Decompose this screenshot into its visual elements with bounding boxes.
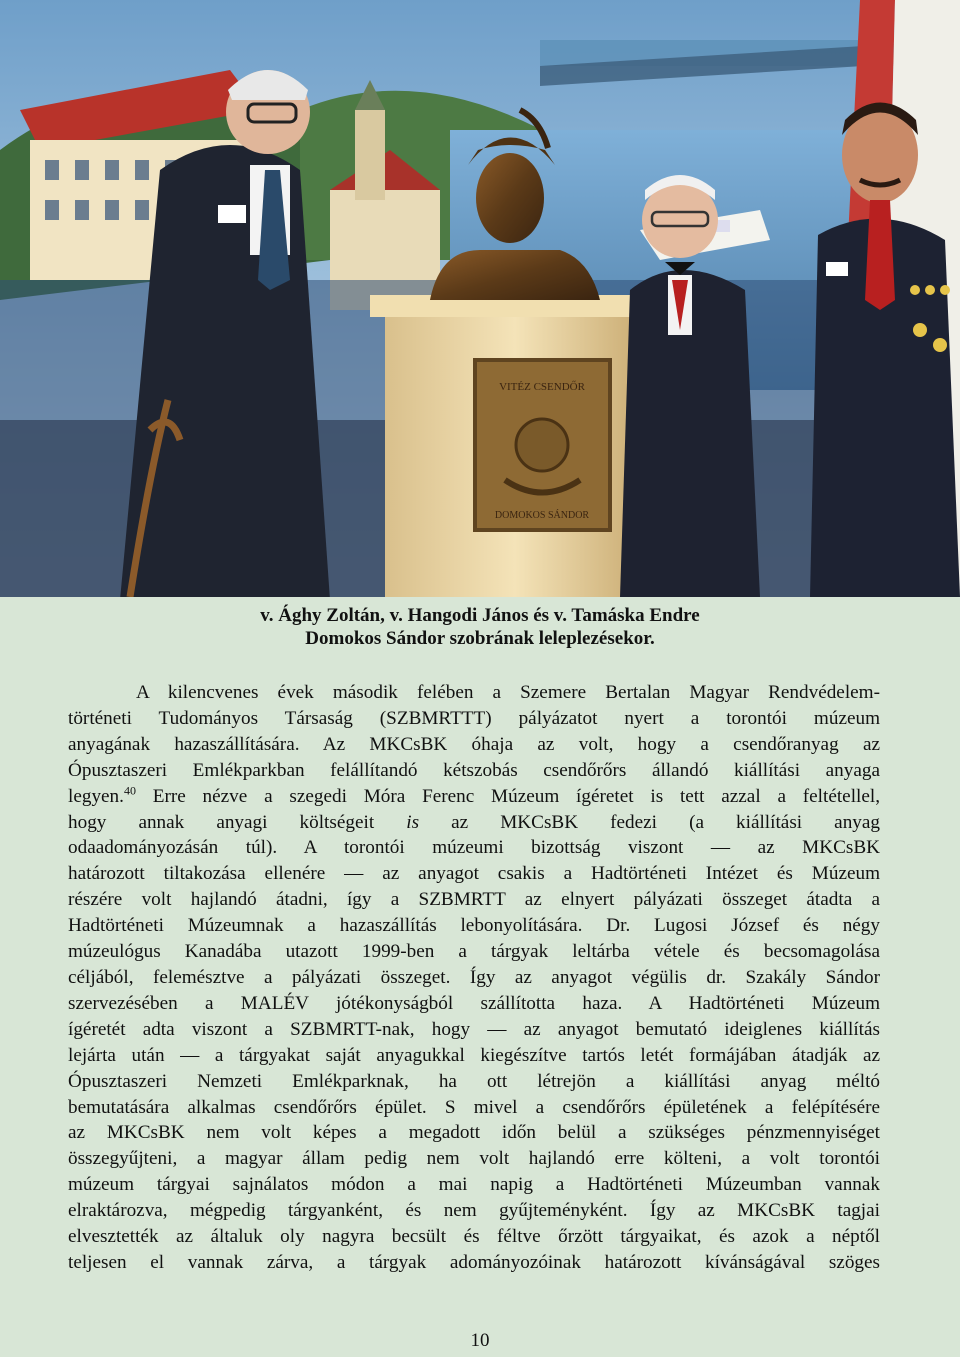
photo-caption: [0, 604, 960, 650]
text-line: anyagának hazaszállítására. Az MKCsBK óhaja az volt, hogy a csendőranyag az: [68, 733, 880, 755]
text-line: összegyűjteni, a magyar állam pedig nem volt hajlandó erre költeni, a volt torontói: [68, 1148, 880, 1170]
text-fragment: az MKCsBK fedezi (a kiállítási anyag: [451, 811, 881, 833]
photo-scene: [0, 0, 960, 597]
text-line: elraktározva, mégpedig tárgyanként, és nem gyűjteményként. Így az MKCsBK tagjai: [68, 1200, 880, 1222]
text-line: teljesen el vannak zárva, a tárgyak adományozóinak határozott kívánságával szöges: [68, 1251, 880, 1273]
text-line: történeti Tudományos Társaság (SZBMRTTT) pályázatot nyert a torontói múzeum: [68, 707, 880, 729]
text-line: elvesztették az általuk oly nagyra becsült és féltve őrzött tárgyaikat, és azok a néptől: [68, 1226, 880, 1248]
text-line: múzeum tárgyai sajnálatos módon a mai napig a Hadtörténeti Múzeumban vannak: [68, 1174, 880, 1196]
caption-line-1: v. Ághy Zoltán, v. Hangodi János és v. Tamáska Endre: [260, 605, 700, 626]
text-line: múzeulógus Kanadába utazott 1999-ben a tárgyak leltárba vétele és becsomagolása: [68, 941, 880, 963]
text-line: [68, 784, 880, 810]
plaque-inscription-top: VITÉZ CSENDŐR: [499, 381, 585, 393]
text-line: az MKCsBK nem volt képes a megadott időn belül a szükséges pénzmennyiséget: [68, 1122, 880, 1144]
text-line: [68, 810, 880, 836]
text-line: bemutatására alkalmas csendőrőrs épület. S mivel a csendőrőrs épületének a felépítésére: [68, 1096, 880, 1118]
emphasis-is: is: [406, 811, 420, 833]
text-line: Ópusztaszeri Nemzeti Emlékparknak, ha ott létrejön a kiállítási anyag méltó: [68, 1070, 880, 1092]
caption-line-2: Domokos Sándor szobrának leleplezésekor.: [305, 628, 655, 649]
text-fragment: legyen.: [68, 785, 124, 807]
text-line: Hadtörténeti Múzeumnak a hazaszállítás lebonyolítására. Dr. Lugosi József és négy: [68, 915, 880, 937]
text-fragment: hogy annak anyagi költségeit: [68, 811, 375, 833]
text-line: ígéretét adta viszont a SZBMRTT-nak, hogy — az anyagot bemutató ideiglenes kiállítás: [68, 1018, 880, 1040]
body-paragraph: [68, 680, 880, 1276]
text-line: céljából, felemésztve a pályázati összeget. Így az anyagot végülis dr. Szakály Sándor: [68, 966, 880, 988]
text-line: Ópusztaszeri Emlékparkban felállítandó kétszobás csendőrőrs állandó kiállítási anyaga: [68, 759, 880, 781]
text-line: A kilencvenes évek második felében a Szemere Bertalan Magyar Rendvédelem-: [136, 682, 880, 703]
text-fragment: Erre nézve a szegedi Móra Ferenc Múzeum ígéretet is tett azzal a feltétellel,: [152, 785, 880, 807]
page-number: 10: [470, 1330, 490, 1351]
text-line: határozott tiltakozása ellenére — az anyagot csakis a Hadtörténeti Intézet és Múzeum: [68, 863, 880, 885]
footnote-reference: 40: [123, 783, 136, 798]
text-line: részére volt hajlandó átadni, így a SZBMRTT az elnyert pályázati összeget átadta a: [68, 889, 880, 911]
text-line: odaadományozásán túl). A torontói múzeumi bizottság viszont — az MKCsBK: [68, 837, 880, 859]
text-line: lejárta után — a tárgyakat saját anyagukkal kiegészítve tartós letét formájában átadják az: [68, 1044, 880, 1066]
text-line: szervezésében a MALÉV jótékonyságból szállította haza. A Hadtörténeti Múzeum: [68, 992, 880, 1014]
plaque-inscription-bottom: DOMOKOS SÁNDOR: [494, 510, 590, 521]
memorial-photo: [0, 0, 960, 597]
